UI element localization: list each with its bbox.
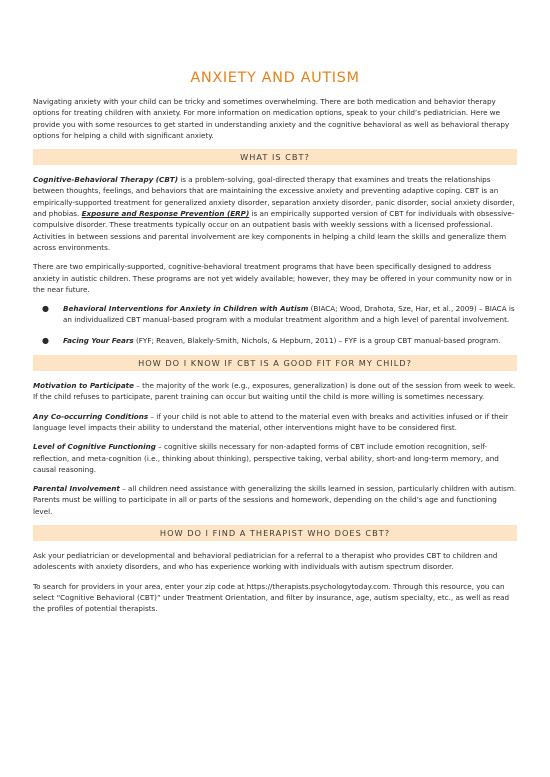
program-name: Facing Your Fears — [63, 335, 134, 345]
document-title: ANXIETY AND AUTISM — [190, 70, 360, 86]
term-cbt: Cognitive-Behavioral Therapy (CBT) — [33, 175, 178, 185]
bullet-icon: ● — [42, 304, 49, 314]
search-paragraph: To search for providers in your area, enter your zip code at https://therapists.psychologytoday.com. Through this resource, you can select “Cognitive Behavioral (CBT)” under Treatment Orientation, and filter by insurance, age, autism specialty, etc., as well as read the profiles of potential therapists. — [33, 581, 510, 614]
program-description: (FYF; Reaven, Blakely-Smith, Nichols, & Hepburn, 2011) – FYF is a group CBT manual-based program. — [133, 335, 501, 345]
list-item — [42, 335, 517, 346]
fit-text: – all children need assistance with generalizing the skills learned in session, particularly children with autism. Parents must be willing to participate in all or parts of the sessions and homework, depending on the child’s age and functioning level. — [33, 484, 517, 516]
section-heading-find-therapist: HOW DO I FIND A THERAPIST WHO DOES CBT? — [33, 525, 517, 541]
fit-item-paragraph — [33, 441, 517, 475]
fit-item-paragraph — [33, 411, 517, 434]
section-heading-good-fit: HOW DO I KNOW IF CBT IS A GOOD FIT FOR MY CHILD? — [33, 355, 517, 371]
fit-item-paragraph — [33, 483, 517, 517]
fit-term: Level of Cognitive Functioning — [33, 442, 156, 452]
referral-paragraph: Ask your pediatrician or developmental and behavioral pediatrician for a referral to a therapist who provides CBT to children and adolescents with anxiety disorders, and who has experience working with individuals with autism spectrum disorder. — [33, 551, 498, 572]
programs-list — [33, 303, 517, 346]
term-erp: Exposure and Response Prevention (ERP) — [81, 209, 250, 219]
fit-term: Parental Involvement — [33, 484, 120, 494]
fit-text: – the majority of the work (e.g., exposures, generalization) is done out of the session from week to week. If the child refuses to participate, parent training can occur but waiting until the child is more willing is sometimes necessary. — [33, 381, 516, 402]
program-name: Behavioral Interventions for Anxiety in Children with Autism — [63, 304, 309, 314]
intro-paragraph: Navigating anxiety with your child can be tricky and sometimes overwhelming. There are both medication and behavior therapy options for treating children with anxiety. For more information on medication options, speak to your child’s pediatrician. Here we provide you with some resources to get started in understanding anxiety and the cognitive behavioral as well as behavioral therapy options for helping a child with significant anxiety. — [33, 97, 510, 140]
list-item — [42, 303, 517, 326]
fit-item-paragraph — [33, 380, 517, 403]
erp-definition-text: is an empirically supported version of CBT for individuals with obsessive-compulsive disorder. These treatments typically occur on an outpatient basis with weekly sessions with a licensed professional. Activities in between sessions and parental involvement are key components in helping a child learn the skills and generalize them across environments. — [33, 209, 515, 252]
fit-term: Any Co-occurring Conditions — [33, 411, 149, 421]
cbt-definition-paragraph — [33, 174, 517, 253]
cbt-definition-text: is a problem-solving, goal-directed therapy that examines and treats the relationships between thoughts, feelings, and behaviors that are maintaining the excessive anxiety and preventing adaptive coping. CBT is an empirically-supported treatment for generalized anxiety disorder, separation anxiety disorder, panic disorder, social anxiety disorder, and phobias. — [33, 175, 515, 219]
bullet-icon: ● — [42, 335, 49, 345]
fit-text: – cognitive skills necessary for non-adapted forms of CBT include emotion recognition, self-reflection, and meta-cognition (i.e., thinking about thinking), perspective taking, verbal ability, short-and long-term memory, and causal reasoning. — [33, 442, 499, 474]
fit-term: Motivation to Participate — [33, 381, 134, 391]
section-heading-what-is-cbt: WHAT IS CBT? — [33, 149, 517, 165]
programs-paragraph: There are two empirically-supported, cognitive-behavioral treatment programs that have been specifically designed to address anxiety in autistic children. These programs are not yet widely available; however, they may be offered in your community now or in the near future. — [33, 262, 512, 294]
program-description: (BIACA; Wood, Drahota, Sze, Har, et al., 2009) – BIACA is an individualized CBT manual-based program with a modular treatment algorithm and a high level of parental involvement. — [63, 304, 515, 325]
fit-text: – if your child is not able to attend to the material even with breaks and activities infused or if their language level impacts their ability to understand the material, other interventions might have to be considered first. — [33, 411, 509, 432]
